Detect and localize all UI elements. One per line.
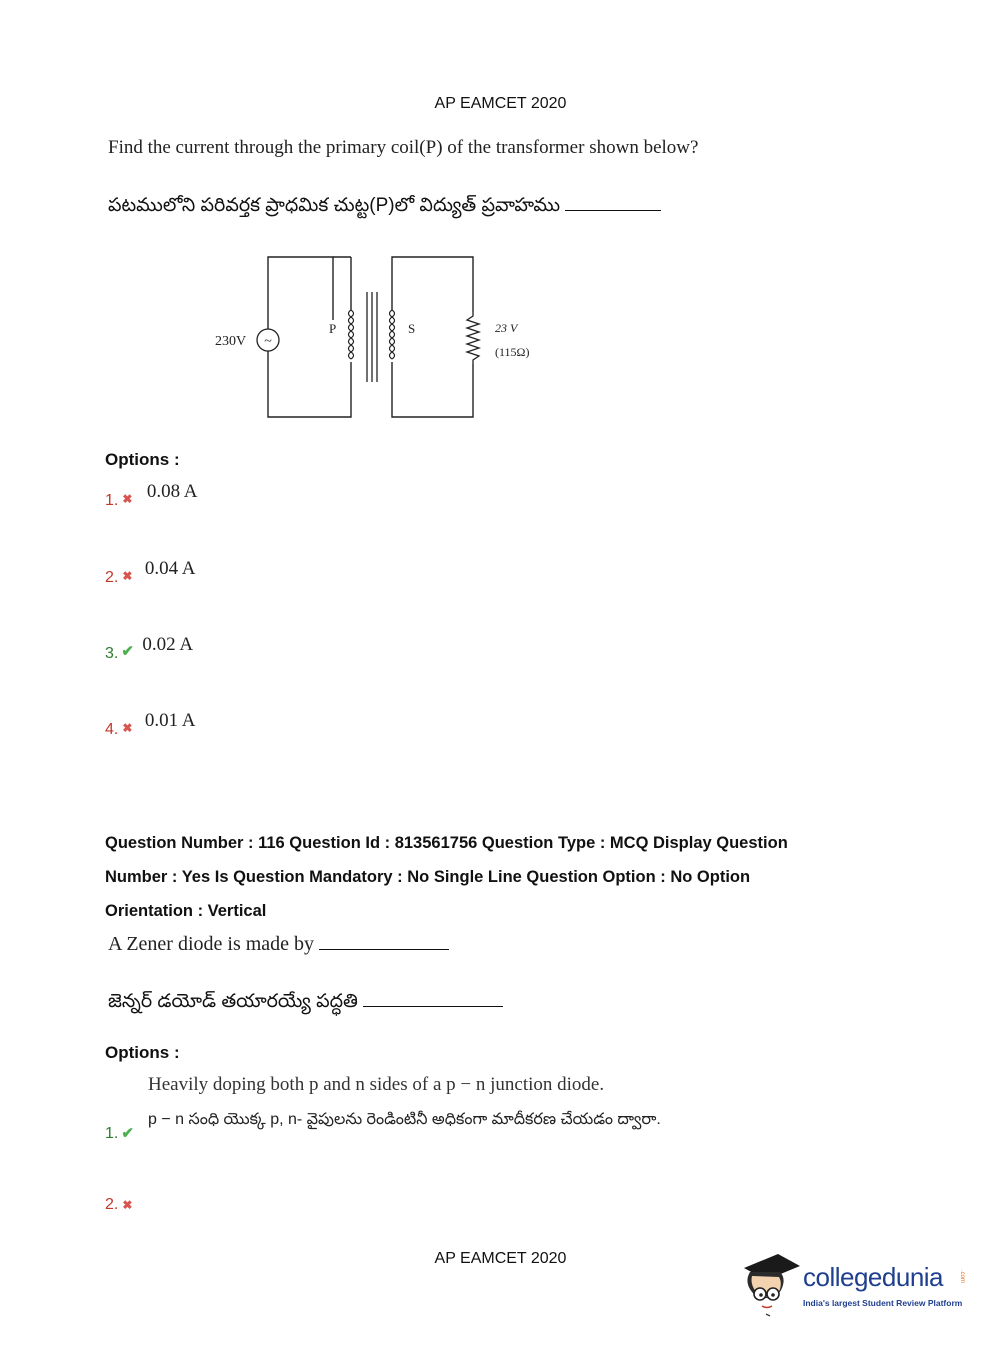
secondary-coil-label: S [408,321,416,336]
page-footer-title: AP EAMCET 2020 [434,1250,567,1267]
option-row-1 [105,481,198,509]
correct-check-icon: ✔ [121,643,134,660]
option-row-2 [105,558,196,586]
source-voltage-label: 230V [215,334,247,349]
secondary-circuit-wire-top [392,257,473,312]
option-row-1 [105,1124,134,1143]
option-row-4 [105,710,196,738]
options-label: Options : [105,1043,180,1062]
question-meta-line: Number : Yes Is Question Mandatory : No Single Line Question Option : No Option [105,868,751,886]
collegedunia-logo[interactable] [740,1250,980,1320]
question-text-telugu: పటములోని పరివర్తక ప్రాధమిక చుట్ట(P)లో విద్యుత్ ప్రవాహము [108,195,561,216]
question-meta-line: Orientation : Vertical [105,902,267,920]
question-text-telugu-row [108,991,503,1017]
option-number: 2. [105,569,119,586]
option-value: 0.08 A [146,481,198,502]
secondary-coil-icon [390,310,395,359]
answer-blank [565,210,661,211]
transformer-circuit-diagram [205,252,555,424]
question-text-telugu-row [108,195,661,221]
option-value: 0.01 A [144,710,196,731]
option-row-2 [105,1196,132,1214]
option-row-3 [105,634,194,662]
wrong-mark-icon: ✖ [122,492,133,506]
load-resistor-icon [467,312,479,364]
question-text-english: A Zener diode is made by [108,933,315,955]
option-number: 3. [105,645,119,662]
wrong-mark-icon: ✖ [122,569,133,583]
option-number: 2. [105,1196,119,1213]
option-number: 1. [105,492,119,509]
question-meta-line: Question Number : 116 Question Id : 813561756 Question Type : MCQ Display Question [105,834,788,852]
question-text-english-row [108,933,449,956]
primary-circuit-wire [268,257,351,417]
option-1-text-telugu: p − n సంధి యొక్క p, n- వైపులను రెండింటినీ అధికంగా మాదీకరణ చేయడం ద్వారా. [148,1111,661,1128]
options-label: Options : [105,450,180,469]
correct-check-icon: ✔ [121,1125,134,1142]
primary-coil-icon [346,310,356,362]
wrong-mark-icon: ✖ [122,1198,133,1212]
logo-tagline: India's largest Student Review Platform [803,1298,963,1308]
page-header-title: AP EAMCET 2020 [434,95,567,112]
wrong-mark-icon: ✖ [122,721,133,735]
logo-name: collegedunia [803,1262,944,1292]
primary-coil-label: P [329,321,337,336]
answer-blank [363,1006,503,1007]
question-meta [105,826,865,928]
student-mascot-icon [740,1250,802,1320]
option-number: 4. [105,721,119,738]
option-number: 1. [105,1125,119,1142]
option-1-text-english: Heavily doping both p and n sides of a p − n junction diode. [148,1074,605,1095]
question-text-telugu: జెన్నర్ డయోడ్ తయారయ్యే పద్ధతి [108,991,358,1012]
logo-suffix: .com [959,1270,965,1284]
secondary-circuit-wire-bottom [392,362,473,417]
ac-source-symbol: ~ [264,334,272,349]
load-voltage-label: 23 V [495,321,518,335]
load-resistance-label: (115Ω) [495,345,530,359]
option-value: 0.02 A [142,634,194,655]
question-text-english: Find the current through the primary coil(P) of the transformer shown below? [108,137,699,158]
answer-blank [319,949,449,950]
option-value: 0.04 A [144,558,196,579]
